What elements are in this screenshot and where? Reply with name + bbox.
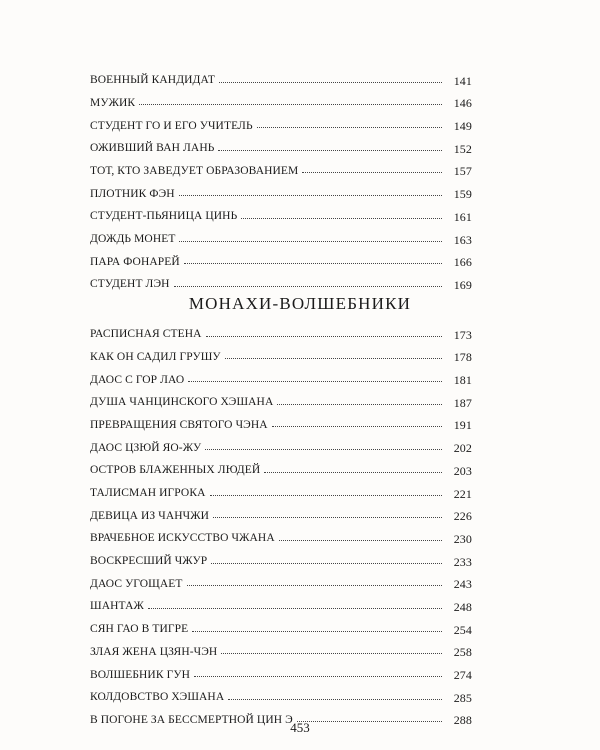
toc-entry-page: 166 (453, 255, 472, 270)
toc-leader-dots (179, 194, 442, 196)
toc-leader-dots (211, 562, 442, 564)
toc-leader-dots (194, 675, 442, 677)
toc-entry (90, 200, 472, 223)
toc-entry (90, 545, 472, 568)
toc-leader-dots (213, 516, 442, 518)
toc-entry (90, 522, 472, 545)
toc-leader-dots (188, 380, 442, 382)
toc-entry-page: 157 (453, 164, 472, 179)
toc-leader-dots (241, 217, 442, 219)
toc-entry (90, 64, 472, 87)
toc-entry (90, 155, 472, 178)
toc-leader-dots (302, 171, 442, 173)
toc-entry-title: ДОЖДЬ МОНЕТ (90, 233, 176, 245)
toc-entry (90, 590, 472, 613)
toc-entry-title: КАК ОН САДИЛ ГРУШУ (90, 350, 221, 363)
toc-entry-page: 152 (453, 141, 472, 156)
toc-entry-page: 159 (453, 187, 472, 202)
toc-leader-dots (139, 103, 442, 105)
toc-entry-page: 146 (453, 96, 472, 111)
toc-entry-title: ДАОС УГОЩАЕТ (90, 577, 183, 590)
toc-entry (90, 87, 472, 110)
toc-entry-page: 285 (453, 690, 472, 705)
toc-leader-dots (219, 81, 442, 83)
section-heading: МОНАХИ-ВОЛШЕБНИКИ (188, 294, 412, 313)
toc-entry (90, 568, 472, 591)
toc-entry (90, 477, 472, 500)
toc-entry-title: СТУДЕНТ-ПЬЯНИЦА ЦИНЬ (90, 210, 238, 223)
toc-entry (90, 454, 472, 477)
toc-entry-title: ВОСКРЕСШИЙ ЧЖУР (90, 555, 208, 568)
toc-leader-dots (272, 425, 442, 427)
toc-entry-page: 202 (453, 441, 472, 456)
toc-entry-title: ДАОС С ГОР ЛАО (90, 373, 185, 386)
toc-entry-title: ВРАЧЕБНОЕ ИСКУССТВО ЧЖАНА (90, 532, 275, 545)
toc-entry-title: СТУДЕНТ ЛЭН (90, 278, 170, 291)
toc-entry-title: ЗЛАЯ ЖЕНА ЦЗЯН-ЧЭН (90, 645, 218, 658)
toc-entry-page: 173 (453, 327, 472, 342)
toc-entry-title: В ПОГОНЕ ЗА БЕССМЕРТНОЙ ЦИН Э (90, 713, 293, 726)
page-number: 453 (290, 720, 310, 735)
toc-leader-dots (221, 652, 442, 654)
toc-entry (90, 636, 472, 659)
toc-entry (90, 223, 472, 246)
toc-entry-page: 187 (453, 395, 472, 410)
toc-entry-title: ДАОС ЦЗЮЙ ЯО-ЖУ (90, 441, 202, 454)
toc-entry-page: 141 (453, 73, 472, 88)
toc-entry-page: 203 (453, 463, 472, 478)
toc-entry (90, 109, 472, 132)
toc-entry-title: ПРЕВРАЩЕНИЯ СВЯТОГО ЧЭНА (90, 418, 268, 431)
toc-entry-title: ВОЛШЕБНИК ГУН (90, 668, 190, 681)
toc-entry (90, 409, 472, 432)
toc-entry (90, 386, 472, 409)
toc-entry (90, 500, 472, 523)
toc-entry-title: ВОЕННЫЙ КАНДИДАТ (90, 74, 216, 87)
toc-list-first (90, 64, 472, 291)
toc-entry-page: 226 (453, 509, 472, 524)
toc-leader-dots (192, 630, 442, 632)
toc-entry (90, 246, 472, 269)
toc-leader-dots (174, 285, 442, 287)
toc-list-second (90, 318, 472, 726)
toc-leader-dots (184, 262, 442, 264)
toc-entry-title: ШАНТАЖ (90, 600, 144, 613)
toc-entry-page: 163 (453, 232, 472, 247)
toc-entry-title: МУЖИК (90, 96, 136, 109)
toc-entry-page: 221 (453, 486, 472, 501)
toc-entry-page: 248 (453, 599, 472, 614)
toc-entry-title: ТАЛИСМАН ИГРОКА (90, 487, 206, 499)
toc-entry (90, 431, 472, 454)
toc-entry-title: РАСПИСНАЯ СТЕНА (90, 328, 202, 341)
toc-entry (90, 363, 472, 386)
toc-leader-dots (206, 335, 442, 337)
toc-entry-title: ДЕВИЦА ИЗ ЧАНЧЖИ (90, 509, 210, 522)
toc-leader-dots (279, 539, 442, 541)
toc-entry-page: 169 (453, 277, 472, 292)
toc-leader-dots (218, 149, 442, 151)
toc-entry-page: 243 (453, 577, 472, 592)
toc-entry (90, 681, 472, 704)
toc-entry-page: 161 (453, 209, 472, 224)
toc-leader-dots (179, 240, 442, 242)
toc-entry (90, 132, 472, 155)
toc-leader-dots (277, 403, 442, 405)
toc-entry (90, 177, 472, 200)
toc-entry (90, 658, 472, 681)
toc-leader-dots (187, 584, 442, 586)
toc-entry-title: ДУША ЧАНЦИНСКОГО ХЭШАНА (90, 396, 274, 409)
toc-entry-title: СЯН ГАО В ТИГРЕ (90, 623, 189, 636)
toc-entry-title: СТУДЕНТ ГО И ЕГО УЧИТЕЛЬ (90, 119, 253, 132)
toc-leader-dots (264, 471, 442, 473)
toc-entry (90, 268, 472, 291)
toc-leader-dots (257, 126, 442, 128)
toc-entry-title: ПАРА ФОНАРЕЙ (90, 255, 180, 268)
toc-entry (90, 318, 472, 341)
toc-entry-page: 149 (453, 119, 472, 134)
toc-entry-page: 191 (453, 418, 472, 433)
toc-entry-page: 233 (453, 554, 472, 569)
toc-entry-page: 274 (453, 668, 472, 682)
toc-entry-page: 230 (453, 531, 472, 546)
toc-entry-title: ПЛОТНИК ФЭН (90, 187, 175, 200)
toc-leader-dots (148, 607, 442, 609)
toc-entry-title: ОЖИВШИЙ ВАН ЛАНЬ (90, 142, 215, 155)
toc-entry-page: 181 (453, 373, 472, 388)
toc-entry-page: 258 (453, 645, 472, 660)
toc-entry-title: КОЛДОВСТВО ХЭШАНА (90, 691, 225, 704)
toc-entry (90, 613, 472, 636)
toc-leader-dots (210, 494, 442, 496)
toc-entry-page: 254 (453, 622, 472, 637)
toc-leader-dots (225, 357, 442, 359)
toc-entry-page: 178 (453, 350, 472, 365)
toc-entry-page: 288 (453, 713, 472, 728)
toc-entry (90, 341, 472, 364)
toc-leader-dots (205, 448, 442, 450)
toc-entry-title: ТОТ, КТО ЗАВЕДУЕТ ОБРАЗОВАНИЕМ (90, 164, 299, 177)
toc-leader-dots (228, 698, 442, 700)
toc-entry-title: ОСТРОВ БЛАЖЕННЫХ ЛЮДЕЙ (90, 464, 261, 477)
